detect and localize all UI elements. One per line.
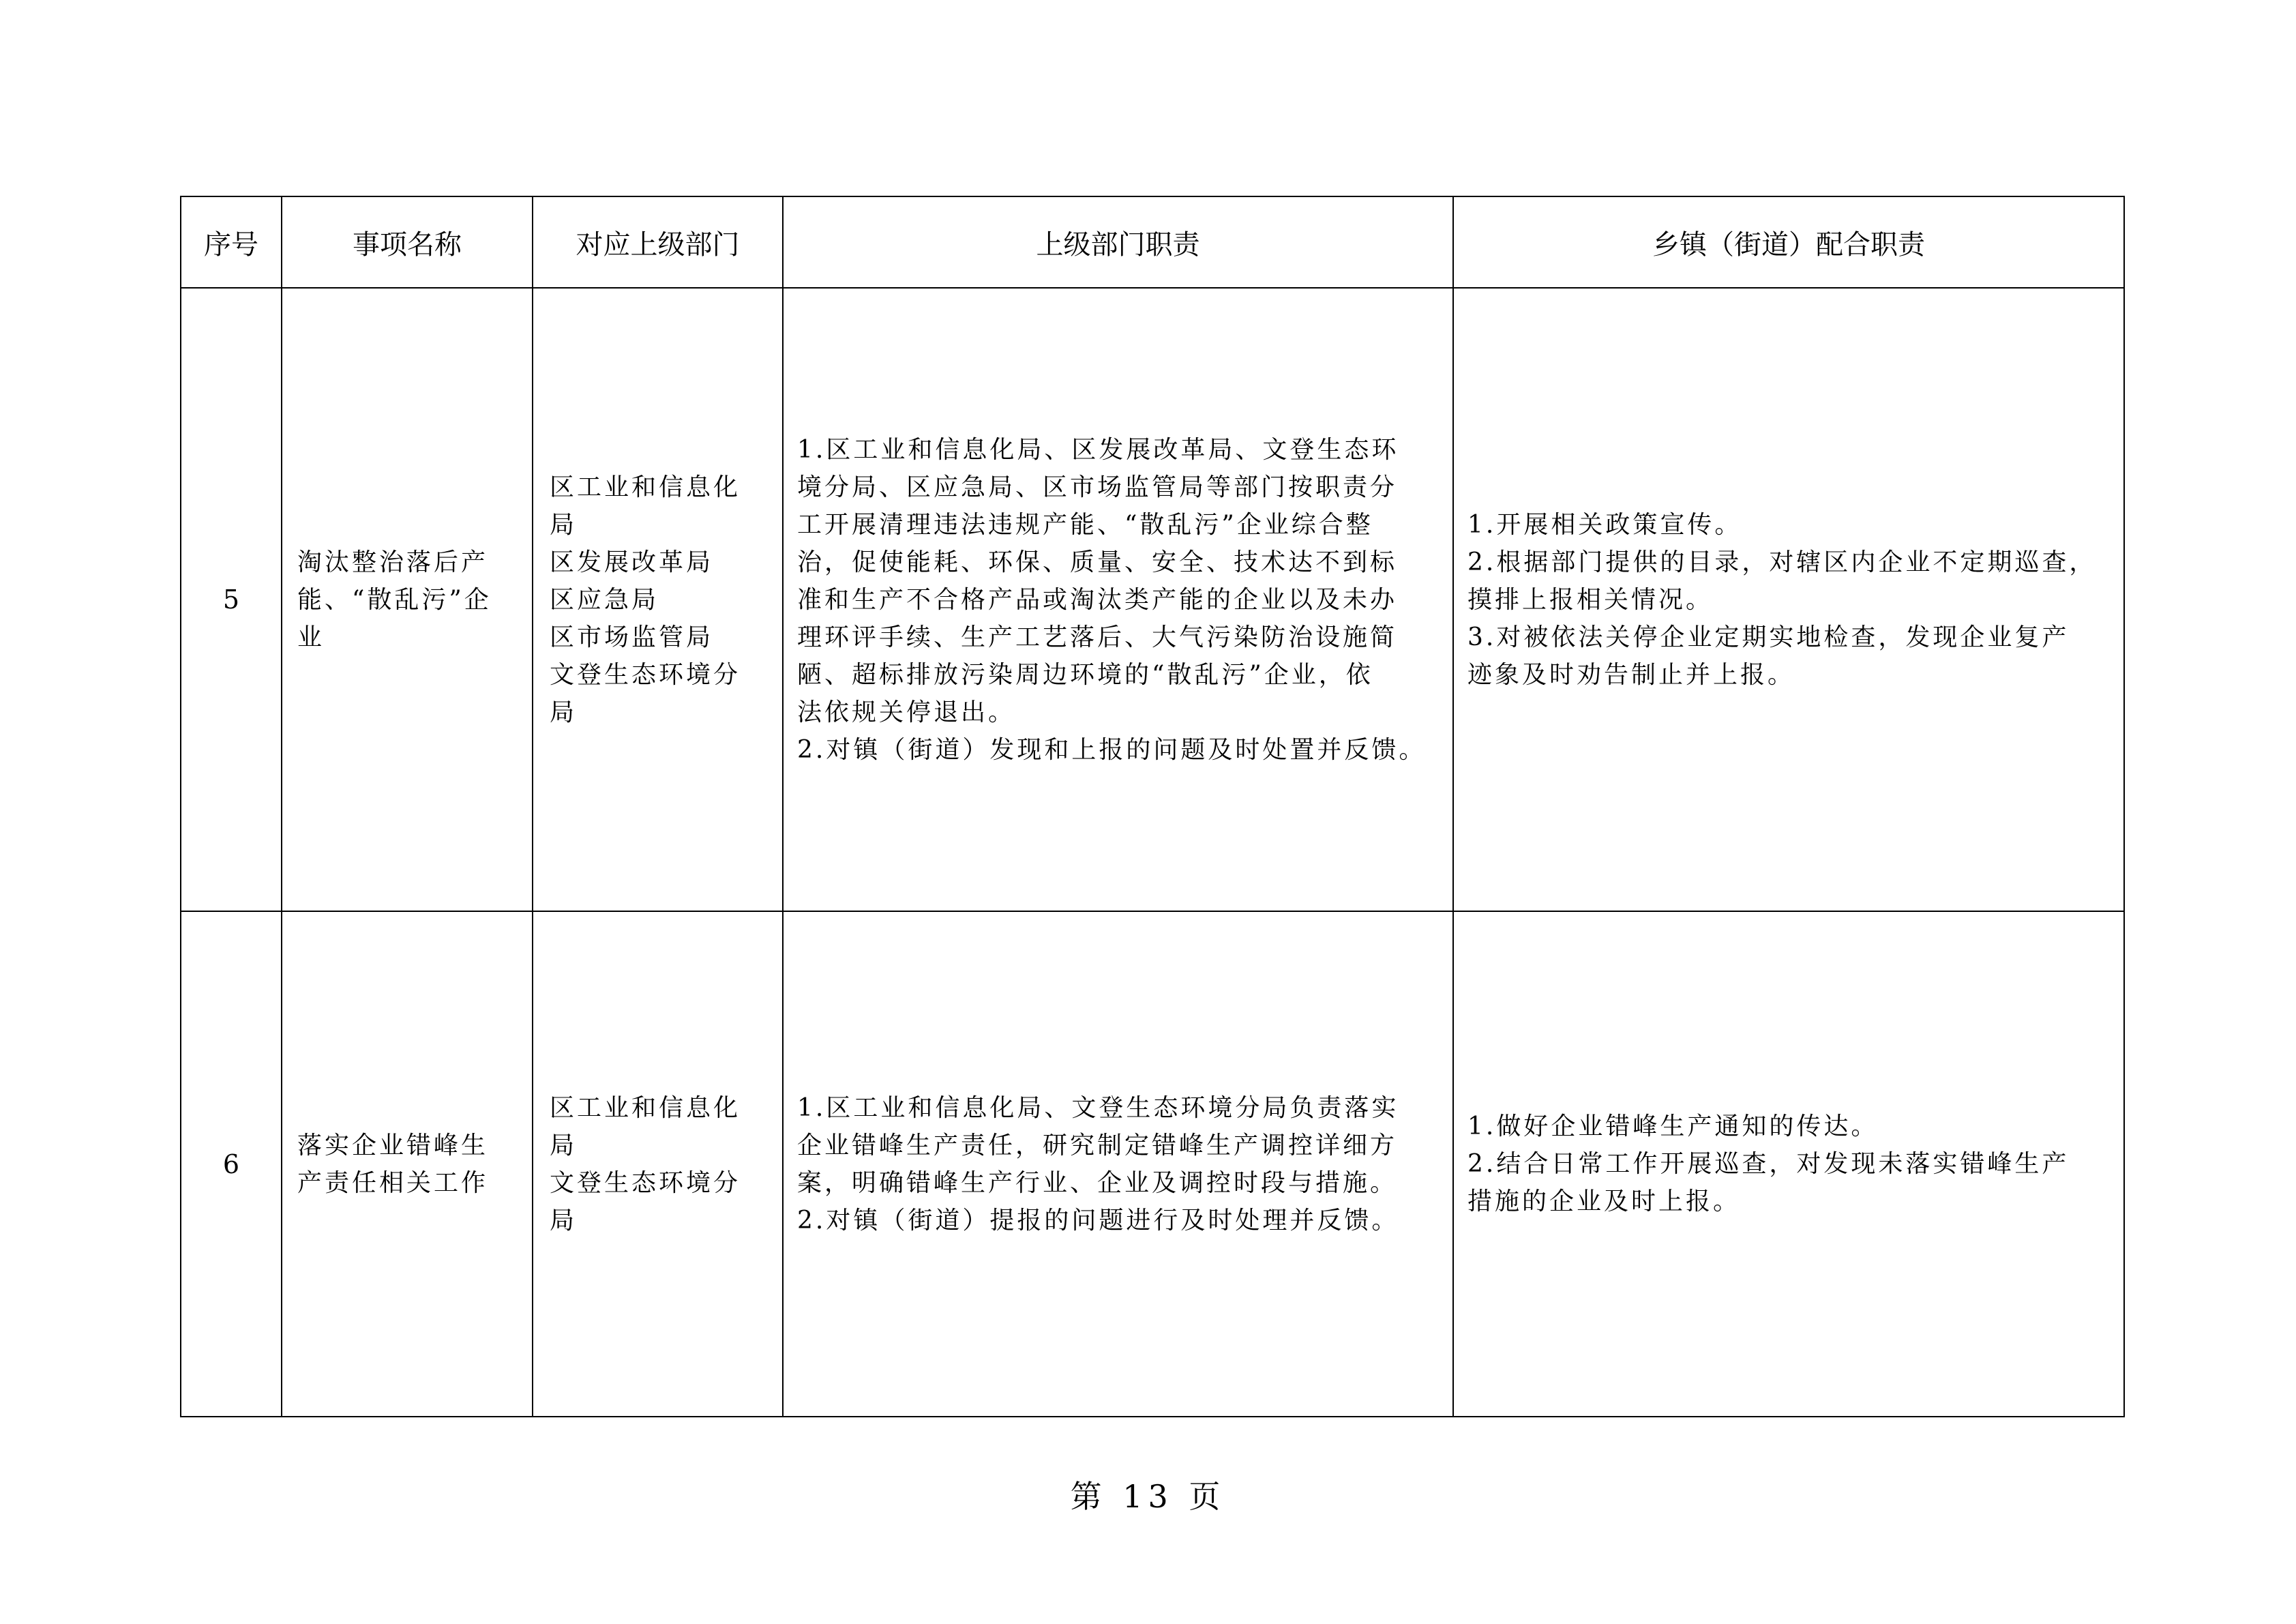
item-name-cell — [282, 911, 533, 1417]
row-number: 5 — [181, 288, 282, 911]
department-line: 文登生态环境分 — [550, 660, 741, 689]
township-duty-cell — [1453, 288, 2124, 911]
item-name-line: 能、“散乱污”企 — [297, 585, 492, 614]
duty-line: 陋、超标排放污染周边环境的“散乱污”企业，依 — [797, 660, 1373, 689]
township-duty-line: 摸排上报相关情况。 — [1467, 585, 1714, 614]
township-duty-line: 2.根据部门提供的目录，对辖区内企业不定期巡查， — [1467, 548, 2097, 576]
duty-line: 企业错峰生产责任，研究制定错峰生产调控详细方 — [797, 1131, 1398, 1160]
township-duty-line: 2.结合日常工作开展巡查，对发现未落实错峰生产 — [1467, 1150, 2070, 1178]
department-line: 区市场监管局 — [550, 623, 714, 651]
duty-line: 法依规关停退出。 — [797, 698, 1016, 726]
township-duty-line: 3.对被依法关停企业定期实地检查，发现企业复产 — [1467, 623, 2070, 651]
duty-line: 2.对镇（街道）提报的问题进行及时处理并反馈。 — [797, 1206, 1399, 1235]
department-duty-cell — [783, 911, 1453, 1417]
header-number: 序号 — [181, 196, 282, 288]
item-name-line: 产责任相关工作 — [297, 1168, 489, 1197]
township-duty-line: 1.开展相关政策宣传。 — [1467, 510, 1742, 539]
department-line: 局 — [550, 1206, 578, 1235]
header-row — [181, 196, 2124, 288]
township-duty-line: 1.做好企业错峰生产通知的传达。 — [1467, 1112, 1879, 1140]
header-township-duty: 乡镇（街道）配合职责 — [1453, 196, 2124, 288]
department-line: 局 — [550, 1131, 578, 1160]
duty-line: 2.对镇（街道）发现和上报的问题及时处置并反馈。 — [797, 735, 1427, 764]
duty-line: 案，明确错峰生产行业、企业及调控时段与措施。 — [797, 1168, 1398, 1197]
department-line: 区应急局 — [550, 585, 659, 614]
township-duty-cell — [1453, 911, 2124, 1417]
item-name-cell — [282, 288, 533, 911]
department-line: 局 — [550, 510, 578, 539]
department-line: 局 — [550, 698, 578, 726]
table-row — [181, 911, 2124, 1417]
department-line: 区工业和信息化 — [550, 1093, 741, 1122]
item-name-line: 落实企业错峰生 — [297, 1131, 489, 1160]
department-duty-cell — [783, 288, 1453, 911]
duty-line: 1.区工业和信息化局、区发展改革局、文登生态环 — [797, 435, 1399, 464]
department-line: 区工业和信息化 — [550, 473, 741, 501]
duty-line: 治，促使能耗、环保、质量、安全、技术达不到标 — [797, 548, 1398, 576]
duty-line: 理环评手续、生产工艺落后、大气污染防治设施简 — [797, 623, 1398, 651]
header-item-name: 事项名称 — [282, 196, 533, 288]
duty-line: 准和生产不合格产品或淘汰类产能的企业以及未办 — [797, 585, 1398, 614]
item-name-line: 业 — [297, 623, 325, 651]
table-row — [181, 288, 2124, 911]
header-department: 对应上级部门 — [533, 196, 783, 288]
page-number: 第 13 页 — [1070, 1478, 1226, 1515]
department-cell — [533, 288, 783, 911]
item-name-line: 淘汰整治落后产 — [297, 548, 489, 576]
duty-line: 1.区工业和信息化局、文登生态环境分局负责落实 — [797, 1093, 1399, 1122]
duty-line: 工开展清理违法违规产能、“散乱污”企业综合整 — [797, 510, 1373, 539]
row-number: 6 — [181, 911, 282, 1417]
department-line: 文登生态环境分 — [550, 1168, 741, 1197]
duty-line: 境分局、区应急局、区市场监管局等部门按职责分 — [797, 473, 1398, 501]
department-cell — [533, 911, 783, 1417]
header-department-duty: 上级部门职责 — [783, 196, 1453, 288]
township-duty-line: 迹象及时劝告制止并上报。 — [1467, 660, 1795, 689]
duty-table — [180, 196, 2125, 1417]
township-duty-line: 措施的企业及时上报。 — [1467, 1187, 1741, 1215]
department-line: 区发展改革局 — [550, 548, 714, 576]
